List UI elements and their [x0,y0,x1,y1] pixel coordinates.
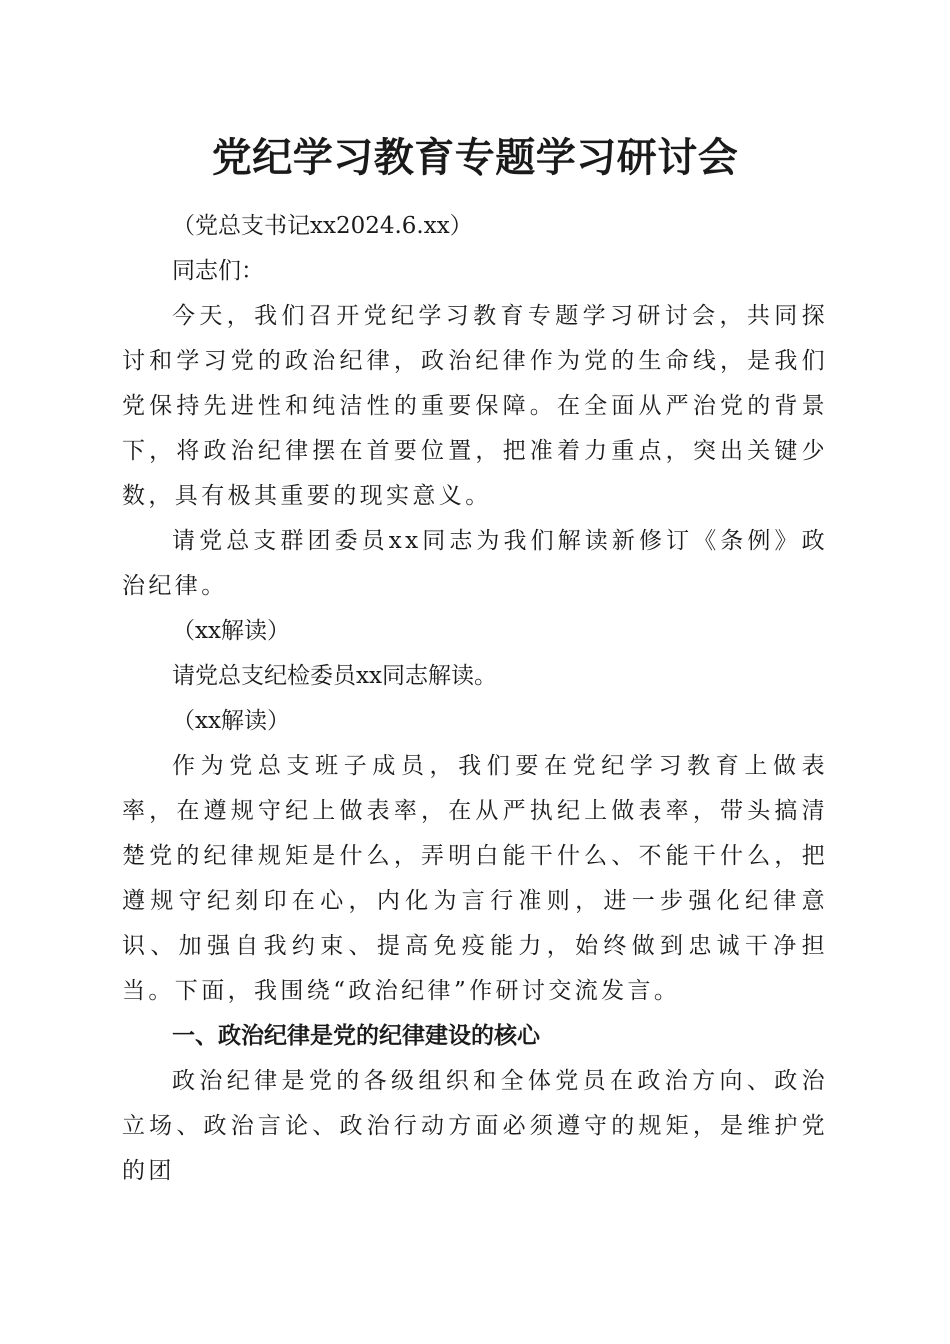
salutation: 同志们： [172,258,264,284]
section-heading: 一、政治纪律是党的纪律建设的核心 [172,1023,540,1049]
paragraph-invite-second: 请党总支纪检委员xx同志解读。 [172,663,497,689]
section-paragraph: 政治纪律是党的各级组织和全体党员在政治方向、政治立场、政治言论、政治行动方面必须遵守的规矩，是维护党的团 [122,1068,828,1184]
paragraph-interpretation-note: （xx解读） [172,618,290,644]
paragraph-commitment: 作为党总支班子成员，我们要在党纪学习教育上做表率，在遵规守纪上做表率，在从严执纪上做表率，带头搞清楚党的纪律规矩是什么，弄明白能干什么、不能干什么，把遵规守纪刻印在心，内化为言行准则，进一步强化纪律意识、加强自我约束、提高免疫能力，始终做到忠诚干净担当。下面，我围绕“政治纪律”作研讨交流发言。 [122,753,828,1004]
document-body [122,204,828,1194]
byline: （党总支书记xx2024.6.xx） [172,213,473,239]
paragraph-invite-first: 请党总支群团委员xx同志为我们解读新修订《条例》政治纪律。 [122,528,828,599]
paragraph-interpretation-note: （xx解读） [172,708,290,734]
document-title: 党纪学习教育专题学习研讨会 [211,134,739,181]
paragraph-opening: 今天，我们召开党纪学习教育专题学习研讨会，共同探讨和学习党的政治纪律，政治纪律作为党的生命线，是我们党保持先进性和纯洁性的重要保障。在全面从严治党的背景下，将政治纪律摆在首要位置，把准着力重点，突出关键少数，具有极其重要的现实意义。 [122,303,828,509]
